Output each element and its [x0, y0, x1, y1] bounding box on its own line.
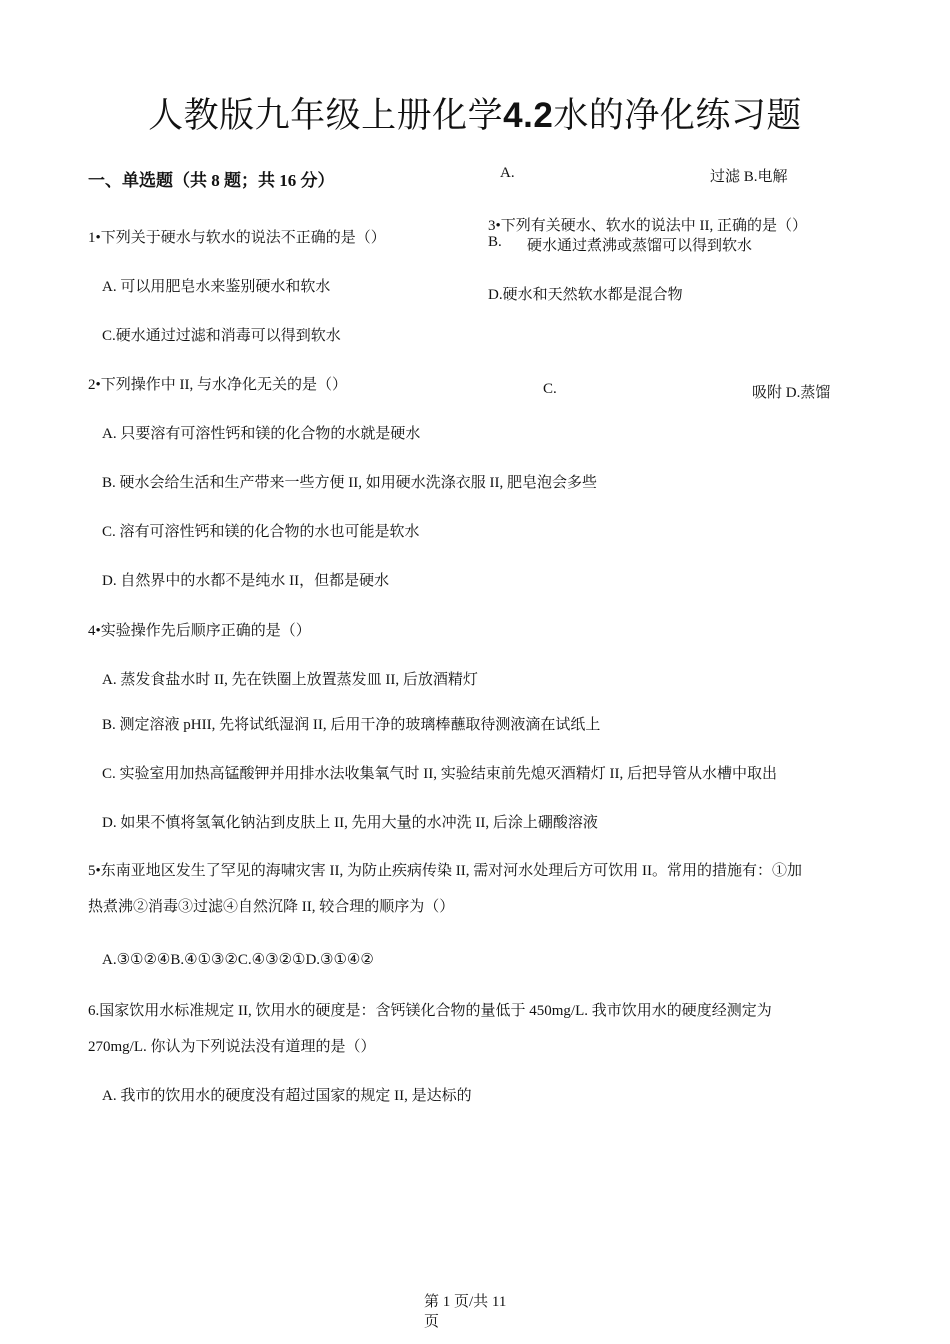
- q5-stem-line2: 热煮沸②消毒③过滤④自然沉降 II, 较合理的顺序为（）: [88, 899, 455, 915]
- q1-option-c: C.硬水通过过滤和消毒可以得到软水: [102, 328, 341, 344]
- q3-option-a-label: A.: [500, 165, 515, 181]
- q2-stem: 2•下列操作中 II, 与水净化无关的是（）: [88, 377, 347, 393]
- title-number: 4.2: [503, 96, 554, 135]
- q3-option-d: D.硬水和天然软水都是混合物: [488, 287, 683, 303]
- q2-option-d: D. 自然界中的水都不是纯水 II，但都是硬水: [102, 573, 390, 589]
- section-heading: 一、单选题（共 8 题；共 16 分）: [88, 171, 335, 190]
- q1-option-a: A. 可以用肥皂水来鉴别硬水和软水: [102, 279, 331, 295]
- q4-stem: 4•实验操作先后顺序正确的是（）: [88, 623, 311, 639]
- q5-options: A.③①②④B.④①③②C.④③②①D.③①④②: [102, 952, 374, 968]
- q2-option-c-label: C.: [543, 381, 557, 397]
- q3-option-ab-tail: 过滤 B.电解: [710, 169, 788, 185]
- q4-option-d: D. 如果不慎将氢氧化钠沾到皮肤上 II, 先用大量的水冲洗 II, 后涂上硼酸溶液: [102, 815, 598, 831]
- title-prefix: 人教版九年级上册化学: [148, 96, 504, 135]
- page-number-line1: 第 1 页/共 11: [424, 1294, 507, 1310]
- q2-option-a: A. 只要溶有可溶性钙和镁的化合物的水就是硬水: [102, 426, 421, 442]
- q4-option-b: B. 测定溶液 pHII, 先将试纸湿润 II, 后用干净的玻璃棒蘸取待测液滴在试纸上: [102, 717, 601, 733]
- q4-option-c: C. 实验室用加热高锰酸钾并用排水法收集氧气时 II, 实验结束前先熄灭酒精灯 II, 后把导管从水槽中取出: [102, 766, 777, 782]
- q2-option-cd-tail: 吸附 D.蒸馏: [752, 385, 831, 401]
- q5-stem-line1: 5•东南亚地区发生了罕见的海啸灾害 II, 为防止疾病传染 II, 需对河水处理后方可饮用 II。常用的措施有：①加: [88, 863, 802, 879]
- q3-option-b-label: B.: [488, 234, 502, 250]
- q3-option-b-text: 硬水通过煮沸或蒸馏可以得到软水: [527, 238, 753, 254]
- q6-stem-line2: 270mg/L. 你认为下列说法没有道理的是（）: [88, 1039, 376, 1055]
- page-number-line2: 页: [424, 1314, 440, 1330]
- q1-stem: 1•下列关于硬水与软水的说法不正确的是（）: [88, 230, 386, 246]
- q4-option-a: A. 蒸发食盐水时 II, 先在铁圈上放置蒸发皿 II, 后放酒精灯: [102, 672, 478, 688]
- q6-option-a: A. 我市的饮用水的硬度没有超过国家的规定 II, 是达标的: [102, 1088, 472, 1104]
- q6-stem-line1: 6.国家饮用水标准规定 II, 饮用水的硬度是：含钙镁化合物的量低于 450mg/L. 我市饮用水的硬度经测定为: [88, 1003, 772, 1019]
- document-title: [0, 88, 950, 138]
- q2-option-c: C. 溶有可溶性钙和镁的化合物的水也可能是软水: [102, 524, 420, 540]
- q3-stem: 3•下列有关硬水、软水的说法中 II, 正确的是（）: [488, 218, 807, 234]
- q2-option-b: B. 硬水会给生活和生产带来一些方便 II, 如用硬水洗涤衣服 II, 肥皂泡会多些: [102, 475, 597, 491]
- title-suffix: 水的净化练习题: [553, 96, 802, 135]
